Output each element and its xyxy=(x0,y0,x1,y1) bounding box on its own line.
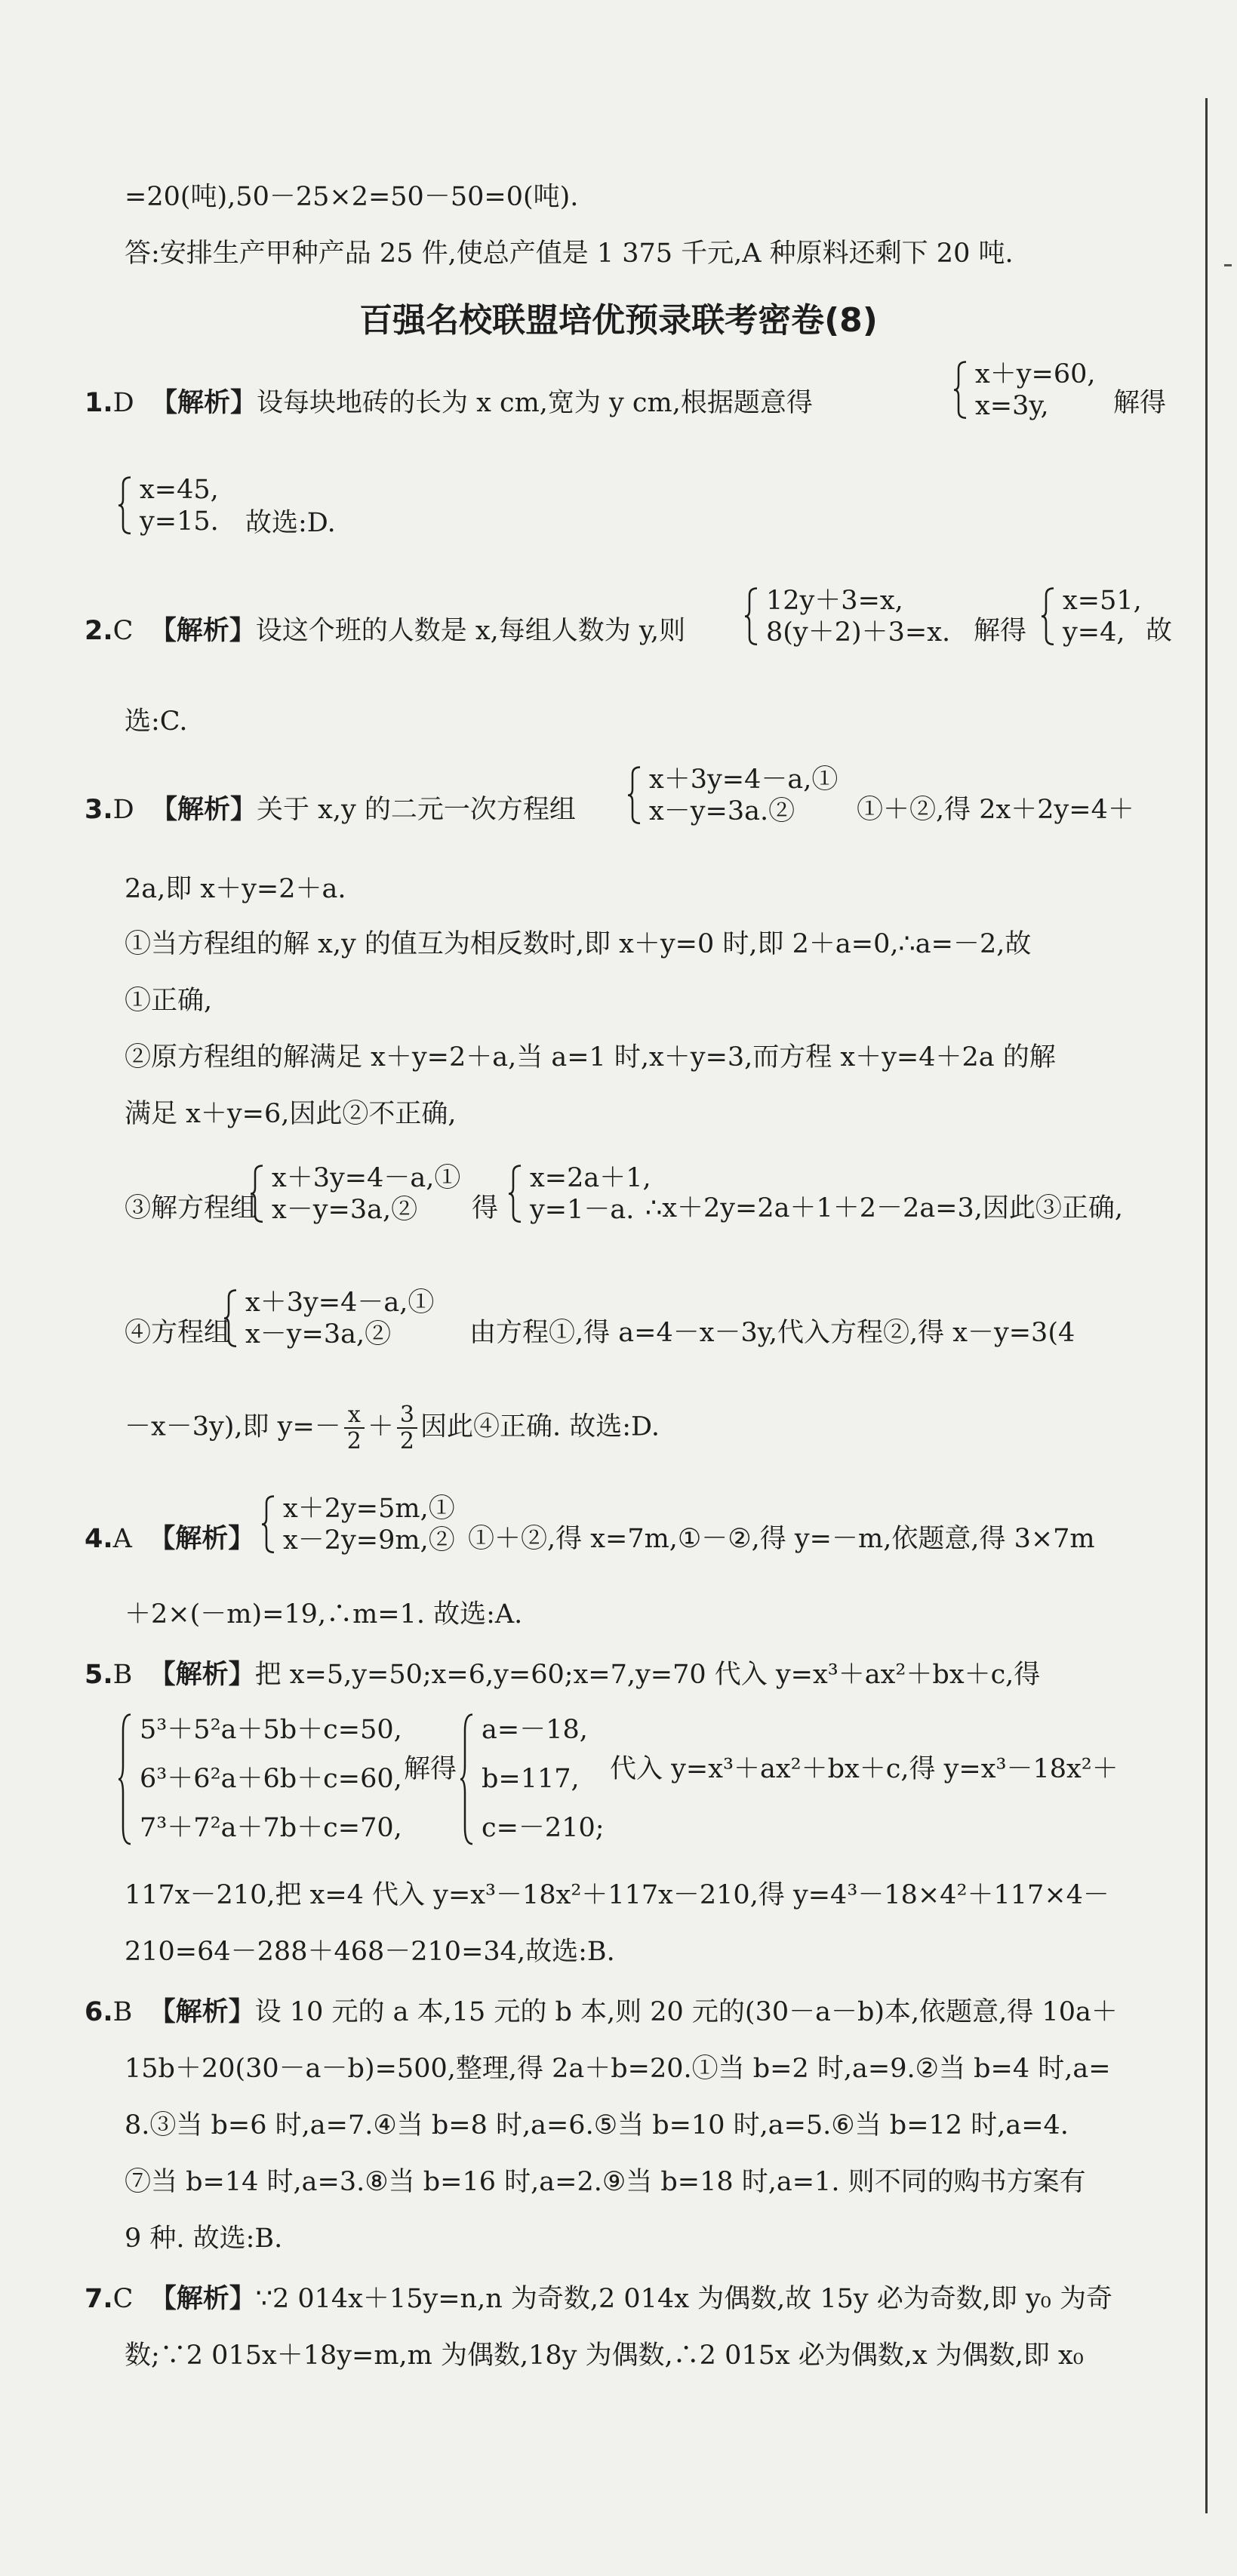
frac2-denominator: 2 xyxy=(399,1428,414,1454)
q3-number: 3. xyxy=(85,795,113,825)
q7-line-1 xyxy=(85,2283,1112,2315)
q5-system-1 xyxy=(117,1706,402,1852)
q1-sys1-row-1: x＋y=60, xyxy=(975,359,1096,389)
q2-sys1-row-1: 12y＋3=x, xyxy=(766,586,903,616)
q3-text-b: ①＋②,得 2x＋2y=4＋ xyxy=(857,795,1134,825)
q2-sys2-row-2: y=4, xyxy=(1063,617,1125,648)
q7-number: 7. xyxy=(85,2284,113,2314)
q5-number: 5. xyxy=(85,1660,113,1690)
q3-p3-system-1 xyxy=(249,1162,460,1226)
brace-icon xyxy=(1040,587,1057,645)
q1-text-a: 设每块地砖的长为 x cm,宽为 y cm,根据题意得 xyxy=(257,388,813,418)
q1-line-1 xyxy=(85,387,813,419)
q3-sys1-row-2: x－y=3a.② xyxy=(649,796,795,826)
header-line-1: =20(吨),50－25×2=50－50=0(吨). xyxy=(125,182,579,212)
margin-tick xyxy=(1224,264,1232,266)
q7-line-2: 数;∵2 015x＋18y=m,m 为偶数,18y 为偶数,∴2 015x 必为偶数,x 为偶数,即 x₀ xyxy=(125,2341,1084,2371)
frac2-numerator: 3 xyxy=(397,1402,417,1429)
q5-line-3: 117x－210,把 x=4 代入 y=x³－18x²＋117x－210,得 y=4³－18×4²＋117×4－ xyxy=(125,1880,1109,1910)
q5-text-c: 代入 y=x³＋ax²＋bx＋c,得 y=x³－18x²＋ xyxy=(610,1754,1119,1784)
q5-sys1-row-1: 5³＋5²a＋5b＋c=50, xyxy=(140,1715,402,1745)
brace-icon xyxy=(459,1712,475,1847)
q1-number: 1. xyxy=(85,388,113,418)
q5-analysis-tag: 【解析】 xyxy=(149,1660,255,1690)
brace-icon xyxy=(249,1165,266,1223)
brace-icon xyxy=(117,476,134,534)
q4-answer: A xyxy=(112,1524,132,1554)
q2-sys2-row-1: x=51, xyxy=(1063,586,1142,616)
q2-number: 2. xyxy=(85,616,113,646)
fraction-3-over-2 xyxy=(397,1402,417,1454)
q6-analysis-tag: 【解析】 xyxy=(149,1997,255,2027)
q4-analysis-tag: 【解析】 xyxy=(149,1524,255,1554)
q5-sys2-row-2: b=117, xyxy=(482,1763,580,1794)
q5-line-4: 210=64－288＋468－210=34,故选:B. xyxy=(125,1937,615,1967)
q3-text-a: 关于 x,y 的二元一次方程组 xyxy=(257,795,576,825)
brace-icon xyxy=(952,361,969,419)
q5-sys2-row-1: a=－18, xyxy=(482,1715,588,1745)
q5-text-a: 把 x=5,y=50;x=6,y=60;x=7,y=70 代入 y=x³＋ax²＋bx＋c,得 xyxy=(254,1660,1041,1690)
q4-system xyxy=(260,1493,455,1556)
q3-p3-text-c: ∴x＋2y=2a＋1＋2－2a=3,因此③正确, xyxy=(645,1193,1124,1223)
q6-text-a: 设 10 元的 a 本,15 元的 b 本,则 20 元的(30－a－b)本,依题意,得 10a＋ xyxy=(254,1997,1118,2027)
q3-p4-sys-row-2: x－y=3a,② xyxy=(245,1319,392,1350)
q4-sys-row-1: x＋2y=5m,① xyxy=(283,1494,455,1524)
q4-text-a: ①＋②,得 x=7m,①－②,得 y=－m,依题意,得 3×7m xyxy=(468,1524,1095,1554)
q2-line-1 xyxy=(85,615,685,647)
q3-p3-sys2-row-1: x=2a＋1, xyxy=(530,1163,651,1193)
q3-p3-sys1-row-1: x＋3y=4－a,① xyxy=(272,1163,461,1193)
q3-line-1 xyxy=(85,794,576,826)
q3-p3-sys2-row-2: y=1－a. xyxy=(530,1195,635,1225)
q4-line-2: ＋2×(－m)=19,∴m=1. 故选:A. xyxy=(125,1599,523,1630)
q5-sys1-row-3: 7³＋7²a＋7b＋c=70, xyxy=(140,1812,402,1843)
q2-text-a: 设这个班的人数是 x,每组人数为 y,则 xyxy=(255,616,686,646)
q3-p3-text-a: ③解方程组 xyxy=(125,1193,257,1223)
q3-p4-text-d: 因此④正确. 故选:D. xyxy=(420,1411,660,1442)
margin-rule xyxy=(1205,98,1208,2513)
q1-system-1 xyxy=(952,359,1096,422)
q1-sys1-row-2: x=3y, xyxy=(975,391,1049,421)
q1-system-2 xyxy=(117,474,219,537)
q3-line-4: ①正确, xyxy=(125,986,213,1016)
q1-answer: D xyxy=(112,388,134,418)
q5-system-2 xyxy=(459,1706,605,1852)
q6-line-3: 8.③当 b=6 时,a=7.④当 b=8 时,a=6.⑤当 b=10 时,a=5.⑥当 b=12 时,a=4. xyxy=(125,2110,1069,2141)
q3-system-1 xyxy=(626,764,838,827)
q6-answer: B xyxy=(112,1997,133,2027)
q2-analysis-tag: 【解析】 xyxy=(149,616,256,646)
q2-text-d: 选:C. xyxy=(125,706,188,737)
q3-p4-line-c xyxy=(125,1402,660,1454)
q1-analysis-tag: 【解析】 xyxy=(150,388,257,418)
q3-p4-text-b: 由方程①,得 a=4－x－3y,代入方程②,得 x－y=3(4 xyxy=(469,1318,1075,1348)
q2-system-2 xyxy=(1040,585,1142,648)
q5-sys2-row-3: c=－210; xyxy=(482,1812,605,1843)
q3-p3-system-2 xyxy=(507,1162,651,1226)
q4-number: 4. xyxy=(85,1524,113,1554)
q1-text-c: 故选:D. xyxy=(245,508,336,538)
q3-answer: D xyxy=(112,795,134,825)
q3-line-2: 2a,即 x＋y=2＋a. xyxy=(125,874,346,904)
q3-plus: ＋ xyxy=(367,1411,394,1442)
fraction-x-over-2 xyxy=(344,1402,365,1454)
brace-icon xyxy=(626,766,643,824)
q3-sys1-row-1: x＋3y=4－a,① xyxy=(649,765,839,795)
q5-text-b: 解得 xyxy=(404,1754,457,1784)
page-title: 百强名校联盟培优预录联考密卷(8) xyxy=(359,301,878,340)
q2-sys1-row-2: 8(y＋2)＋3=x. xyxy=(766,617,951,648)
q3-line-6: 满足 x＋y=6,因此②不正确, xyxy=(125,1099,457,1129)
q4-sys-row-2: x－2y=9m,② xyxy=(283,1525,455,1556)
q3-line-3: ①当方程组的解 x,y 的值互为相反数时,即 x＋y=0 时,即 2＋a=0,∴a=－2,故 xyxy=(125,929,1032,959)
q3-p4-sys-row-1: x＋3y=4－a,① xyxy=(245,1288,435,1318)
q3-p4-system xyxy=(223,1287,434,1350)
brace-icon xyxy=(743,587,760,645)
q6-line-2: 15b＋20(30－a－b)=500,整理,得 2a＋b=20.①当 b=2 时,a=9.②当 b=4 时,a= xyxy=(125,2054,1111,2084)
q2-text-c: 故 xyxy=(1146,616,1173,646)
frac1-numerator: x xyxy=(344,1402,365,1429)
q2-text-b: 解得 xyxy=(974,616,1027,646)
q6-line-5: 9 种. 故选:B. xyxy=(125,2224,283,2254)
q6-number: 6. xyxy=(85,1997,113,2027)
q3-p3-text-b: 得 xyxy=(472,1193,499,1223)
q3-p3-sys1-row-2: x－y=3a,② xyxy=(272,1195,418,1225)
brace-icon xyxy=(223,1289,239,1347)
q2-answer: C xyxy=(112,616,134,646)
q3-analysis-tag: 【解析】 xyxy=(150,795,257,825)
q6-line-1 xyxy=(85,1996,1118,2028)
q7-answer: C xyxy=(112,2284,134,2314)
q5-answer: B xyxy=(112,1660,133,1690)
header-line-2: 答:安排生产甲种产品 25 件,使总产值是 1 375 千元,A 种原料还剩下 20 吨. xyxy=(125,239,1014,269)
q5-sys1-row-2: 6³＋6²a＋6b＋c=60, xyxy=(140,1763,402,1794)
q3-p4-text-a: ④方程组 xyxy=(125,1318,231,1348)
q1-text-b: 解得 xyxy=(1113,388,1167,418)
q3-line-5: ②原方程组的解满足 x＋y=2＋a,当 a=1 时,x＋y=3,而方程 x＋y=4＋2a 的解 xyxy=(125,1042,1056,1073)
q7-text-a: ∵2 014x＋15y=n,n 为奇数,2 014x 为偶数,故 15y 必为奇数,即 y₀ 为奇 xyxy=(255,2284,1112,2314)
q7-analysis-tag: 【解析】 xyxy=(149,2284,256,2314)
q6-line-4: ⑦当 b=14 时,a=3.⑧当 b=16 时,a=2.⑨当 b=18 时,a=1. 则不同的购书方案有 xyxy=(125,2167,1086,2197)
brace-icon xyxy=(507,1165,524,1223)
q4-line-1-lead xyxy=(85,1523,254,1555)
q3-p4-text-c: －x－3y),即 y=－ xyxy=(125,1411,341,1442)
q2-system-1 xyxy=(743,585,950,648)
frac1-denominator: 2 xyxy=(346,1428,362,1454)
q1-sys2-row-1: x=45, xyxy=(140,475,219,505)
q5-line-1 xyxy=(85,1659,1040,1691)
q1-sys2-row-2: y=15. xyxy=(140,506,219,537)
brace-icon xyxy=(260,1495,277,1553)
brace-icon xyxy=(117,1712,134,1847)
